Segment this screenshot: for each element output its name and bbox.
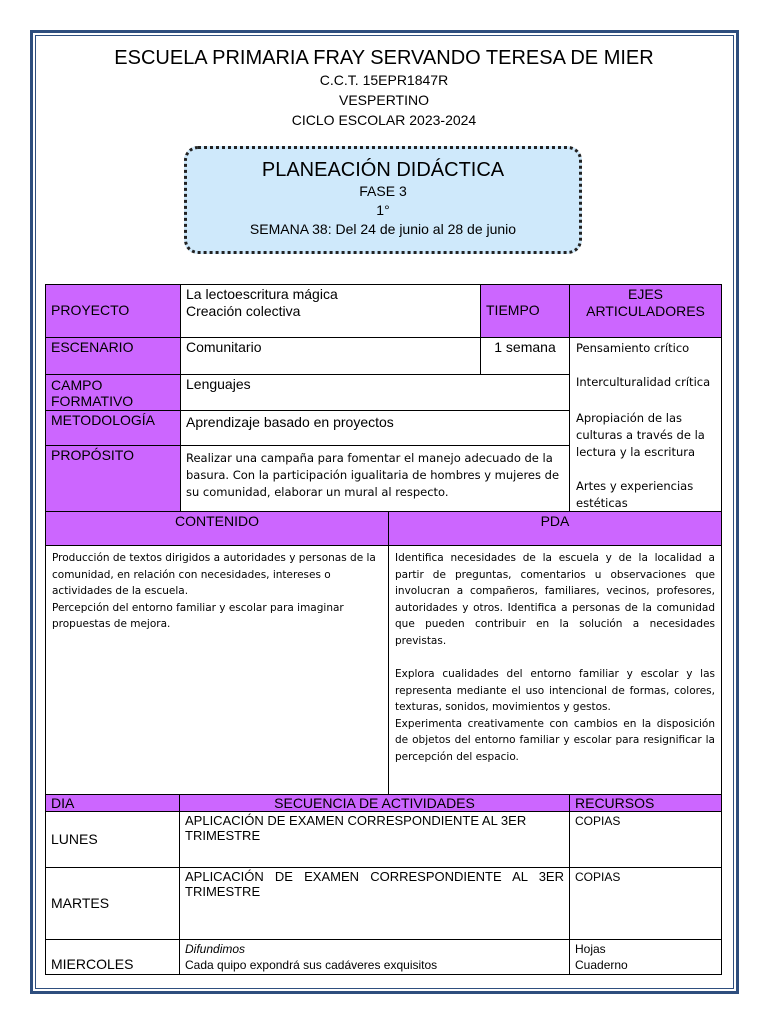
- dia-label: [45, 794, 180, 812]
- lunes-recursos-text: COPIAS: [575, 814, 621, 828]
- pda-paragraph-gap: [395, 649, 715, 666]
- proyecto-label-text: PROYECTO: [51, 302, 130, 318]
- escenario-value: [180, 337, 481, 375]
- martes-recursos: [569, 867, 722, 940]
- dia-label-text: DIA: [51, 794, 75, 811]
- miercoles-actividad-title: Difundimos: [185, 942, 246, 956]
- pda-label-text: PDA: [540, 513, 570, 529]
- contenido-label: [45, 511, 389, 546]
- escenario-label: [45, 337, 181, 375]
- school-year: CICLO ESCOLAR 2023-2024: [291, 112, 477, 128]
- actividades-label: [179, 794, 570, 812]
- metodologia-value: [180, 410, 570, 446]
- lunes-actividad: [179, 811, 570, 868]
- proposito-value: [180, 445, 570, 512]
- lunes-dia: [45, 811, 180, 868]
- proyecto-value: [180, 284, 481, 338]
- campo-value: [180, 374, 570, 411]
- martes-recursos-text: COPIAS: [575, 870, 621, 884]
- miercoles-dia: [45, 939, 180, 975]
- martes-dia-text: MARTES: [51, 895, 110, 911]
- contenido-line-2: Percepción del entorno familiar y escolar para imaginar propuestas de mejora.: [52, 601, 344, 630]
- eje-2: Interculturalidad crítica: [576, 375, 711, 389]
- eje-4: Artes y experiencias estéticas: [576, 479, 694, 510]
- eje-3: Apropiación de las culturas a través de la lectura y la escritura: [576, 411, 705, 459]
- miercoles-dia-text: MIERCOLES: [51, 956, 134, 972]
- escenario-label-text: ESCENARIO: [51, 339, 134, 355]
- planeacion-grado: 1°: [376, 202, 390, 218]
- campo-label-text: CAMPO FORMATIVO: [51, 377, 134, 409]
- tiempo-value-text: 1 semana: [494, 339, 556, 355]
- pda-paragraph-3: Experimenta creativamente con cambios en la disposición de objetos del entorno familiar y escolar para resignificar la percepción del espacio.: [395, 717, 715, 763]
- planeacion-title: PLANEACIÓN DIDÁCTICA: [261, 159, 505, 181]
- campo-label: [45, 374, 181, 411]
- contenido-line-1: Producción de textos dirigidos a autoridades y personas de la comunidad, en relación con necesidades, intereses o actividades de la escuela.: [52, 552, 376, 597]
- martes-actividad-text: APLICACIÓN DE EXAMEN CORRESPONDIENTE AL 3ER TRIMESTRE: [185, 869, 564, 899]
- recursos-label-text: RECURSOS: [575, 795, 655, 811]
- contenido-body: [45, 545, 389, 795]
- lunes-actividad-text: APLICACIÓN DE EXAMEN CORRESPONDIENTE AL 3ER TRIMESTRE: [185, 813, 527, 843]
- ejes-label: [569, 284, 722, 338]
- martes-dia: [45, 867, 180, 940]
- pda-body: [388, 545, 722, 795]
- planeacion-semana: SEMANA 38: Del 24 de junio al 28 de junio: [249, 221, 517, 237]
- miercoles-recursos: [569, 939, 722, 975]
- miercoles-actividad-text: Cada quipo expondrá sus cadáveres exquisitos: [185, 958, 438, 972]
- tiempo-label: [480, 284, 570, 338]
- proyecto-line-1: La lectoescritura mágica: [186, 286, 338, 302]
- proposito-label: [45, 445, 181, 512]
- school-name: ESCUELA PRIMARIA FRAY SERVANDO TERESA DE MIER: [114, 47, 654, 69]
- pda-paragraph-2: Explora cualidades del entorno familiar y escolar y las representa mediante el uso intencional de formas, colores, texturas, sonidos, movimientos y gestos.: [395, 668, 715, 713]
- proposito-value-text: Realizar una campaña para fomentar el manejo adecuado de la basura. Con la participación igualitaria de hombres y mujeres de su comunidad, elaborar un mural al respecto.: [186, 451, 560, 499]
- miercoles-actividad: [179, 939, 570, 975]
- recursos-label: [569, 794, 722, 812]
- pda-paragraph-1: Identifica necesidades de la escuela y de la localidad a partir de preguntas, comentarios u observaciones que involucran a compañeros, familiares, vecinos, profesores, autoridades y otros. Identifica a personas de la comunidad que pueden contribuir en la solución a necesidades previstas.: [395, 552, 715, 647]
- ejes-label-text: EJES ARTICULADORES: [586, 286, 705, 319]
- proposito-label-text: PROPÓSITO: [51, 447, 134, 463]
- metodologia-value-text: Aprendizaje basado en proyectos: [186, 414, 394, 430]
- escenario-value-text: Comunitario: [186, 339, 262, 355]
- contenido-label-text: CONTENIDO: [175, 513, 259, 529]
- school-shift: VESPERTINO: [339, 92, 429, 108]
- lunes-recursos: [569, 811, 722, 868]
- planeacion-fase: FASE 3: [359, 183, 407, 199]
- lunes-dia-text: LUNES: [51, 831, 98, 847]
- proyecto-line-2: Creación colectiva: [186, 303, 301, 319]
- planeacion-box: [184, 146, 582, 254]
- proyecto-label: [45, 284, 181, 338]
- tiempo-label-text: TIEMPO: [486, 302, 540, 318]
- metodologia-label: [45, 410, 181, 446]
- campo-value-text: Lenguajes: [186, 376, 251, 392]
- metodologia-label-text: METODOLOGÍA: [51, 412, 155, 428]
- miercoles-recurso-1: Hojas: [575, 942, 606, 956]
- tiempo-value: [480, 337, 570, 375]
- eje-1: Pensamiento crítico: [576, 341, 690, 355]
- actividades-label-text: SECUENCIA DE ACTIVIDADES: [274, 795, 475, 811]
- miercoles-recurso-2: Cuaderno: [575, 958, 628, 972]
- martes-actividad: [179, 867, 570, 940]
- pda-label: [388, 511, 722, 546]
- school-cct: C.C.T. 15EPR1847R: [319, 72, 449, 88]
